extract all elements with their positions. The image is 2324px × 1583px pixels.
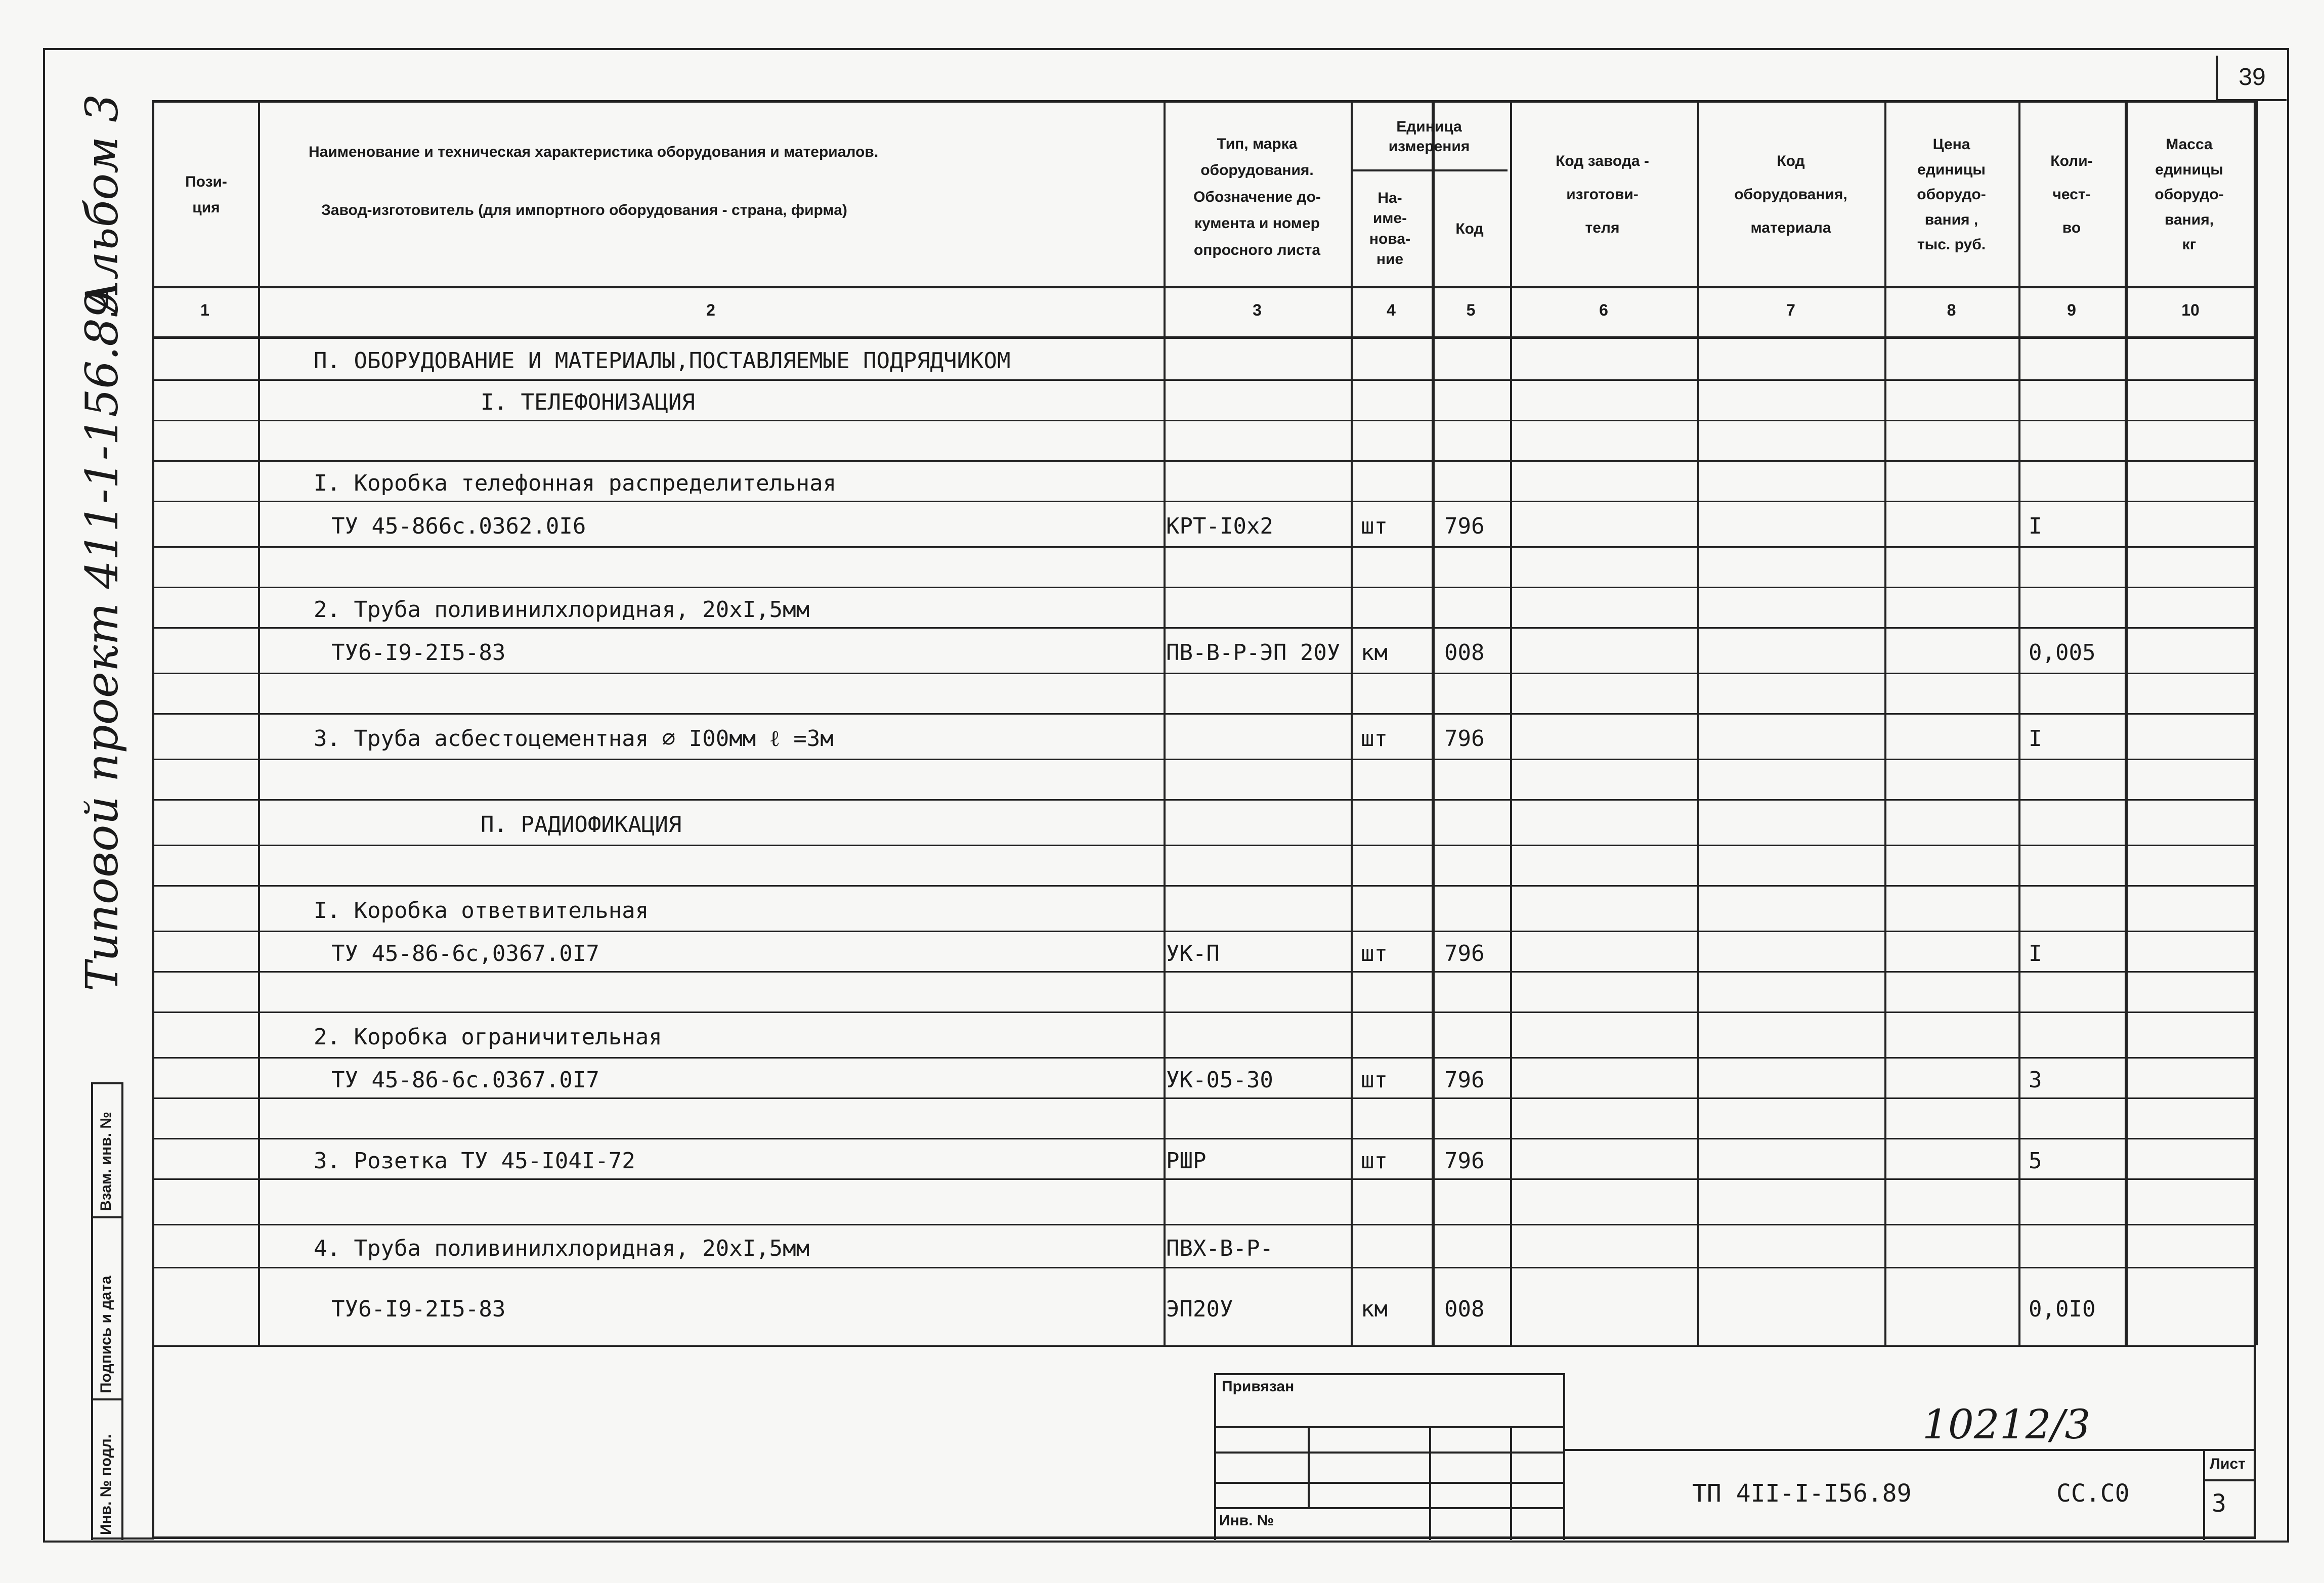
header-tip-marka: Тип, марка оборудования. Обозначение до- кумента и номер опросного листа <box>1193 135 1321 258</box>
column-number-8: 8 <box>1947 301 1956 319</box>
header-naimenovanie-ed: На- име- нова- ние <box>1369 189 1411 268</box>
row-unit: км <box>1361 1296 1388 1322</box>
inv-no-label: Инв. № <box>1219 1512 1274 1529</box>
row-qty: I <box>2029 726 2042 752</box>
row-name: 2. Труба поливинилхлоридная, 20хI,5мм <box>314 597 810 623</box>
sheet-code: СС.С0 <box>2056 1479 2130 1508</box>
row-code: 796 <box>1444 726 1485 752</box>
row-name: I. Коробка телефонная распределительная <box>314 470 837 496</box>
row-code: 796 <box>1444 1148 1485 1174</box>
row-code: 008 <box>1444 1296 1485 1322</box>
row-code: 796 <box>1444 1067 1485 1093</box>
header-naimenovanie-line2: Завод-изготовитель (для импортного оборудования - страна, фирма) <box>321 201 847 218</box>
row-type: УК-П <box>1166 941 1220 966</box>
row-qty: 0,0I0 <box>2029 1296 2096 1322</box>
row-unit: шт <box>1361 513 1388 539</box>
header-kod-zavoda: Код завода - изготови- теля <box>1556 153 1649 236</box>
row-name: 4. Труба поливинилхлоридная, 20хI,5мм <box>314 1235 810 1261</box>
doc-designation: ТП 4II-I-I56.89 <box>1692 1479 1912 1508</box>
row-name: 3. Труба асбестоцементная ∅ I00мм ℓ =3м <box>314 726 834 752</box>
row-type: РШР <box>1166 1148 1207 1174</box>
list-label: Лист <box>2210 1456 2246 1472</box>
handwritten-doc-number: 10212/3 <box>1922 1401 2091 1448</box>
row-type: ПВ-В-Р-ЭП 20У <box>1166 640 1341 666</box>
inv-podl-label: Инв. № подл. <box>98 1434 114 1535</box>
row-qty: I <box>2029 941 2042 966</box>
header-kolichestvo: Коли- чест- во <box>2050 153 2093 236</box>
row-type: ЭП20У <box>1166 1296 1233 1322</box>
column-number-10: 10 <box>2181 301 2200 319</box>
header-tsena: Цена единицы оборудо- вания , тыс. руб. <box>1917 136 1986 253</box>
column-number-2: 2 <box>706 301 715 319</box>
row-qty: 0,005 <box>2029 640 2096 666</box>
row-code: 796 <box>1444 513 1485 539</box>
podpis-data-label: Подпись и дата <box>98 1276 114 1393</box>
header-edinitsa: Единица измерения <box>1388 118 1470 155</box>
vzam-inv-label: Взам. инв. № <box>98 1112 114 1211</box>
row-unit: шт <box>1361 941 1388 966</box>
row-unit: шт <box>1361 1148 1388 1174</box>
header-kod-oborudovaniya: Код оборудования, материала <box>1734 153 1847 236</box>
row-unit: км <box>1361 640 1388 666</box>
column-number-3: 3 <box>1253 301 1262 319</box>
column-number-6: 6 <box>1599 301 1608 319</box>
row-name: ТУ6-I9-2I5-83 <box>331 1296 506 1322</box>
column-number-9: 9 <box>2067 301 2076 319</box>
row-code: 796 <box>1444 941 1485 966</box>
column-number-7: 7 <box>1786 301 1795 319</box>
project-label: Типовой проект 411-1-156.89 <box>76 289 128 991</box>
row-name: I. Коробка ответвительная <box>314 898 649 924</box>
header-massa: Масса единицы оборудо- вания, кг <box>2155 136 2224 253</box>
row-unit: шт <box>1361 1067 1388 1093</box>
page-number: 39 <box>2216 56 2287 101</box>
row-qty: I <box>2029 513 2042 539</box>
row-type: УК-05-30 <box>1166 1067 1273 1093</box>
row-code: 008 <box>1444 640 1485 666</box>
row-name: 3. Розетка ТУ 45-I04I-72 <box>314 1148 635 1174</box>
column-number-5: 5 <box>1466 301 1476 319</box>
row-qty: 3 <box>2029 1067 2042 1093</box>
column-number-1: 1 <box>200 301 209 319</box>
row-qty: 5 <box>2029 1148 2042 1174</box>
header-kod: Код <box>1455 221 1484 237</box>
row-type: КРТ-I0х2 <box>1166 513 1273 539</box>
header-naimenovanie-line1: Наименование и техническая характеристика оборудования и материалов. <box>309 143 879 160</box>
row-name: П. ОБОРУДОВАНИЕ И МАТЕРИАЛЫ,ПОСТАВЛЯЕМЫЕ ПОДРЯДЧИКОМ <box>314 347 1011 374</box>
row-name: ТУ6-I9-2I5-83 <box>331 640 506 666</box>
row-type: ПВХ-В-Р- <box>1166 1235 1273 1261</box>
row-name: ТУ 45-86-6с.0367.0I7 <box>331 1067 599 1093</box>
album-label: Альбом 3 <box>76 94 128 314</box>
row-name: П. РАДИОФИКАЦИЯ <box>481 812 682 838</box>
row-name: ТУ 45-866с.0362.0I6 <box>331 513 586 539</box>
row-name: 2. Коробка ограничительная <box>314 1024 662 1050</box>
row-name: ТУ 45-86-6с,0367.0I7 <box>331 941 599 966</box>
privyazan-label: Привязан <box>1222 1378 1295 1395</box>
header-pozitsiya: Пози- ция <box>185 173 227 216</box>
row-name: I. ТЕЛЕФОНИЗАЦИЯ <box>481 389 695 415</box>
column-number-4: 4 <box>1387 301 1396 319</box>
row-unit: шт <box>1361 726 1388 752</box>
list-number: 3 <box>2212 1489 2226 1518</box>
